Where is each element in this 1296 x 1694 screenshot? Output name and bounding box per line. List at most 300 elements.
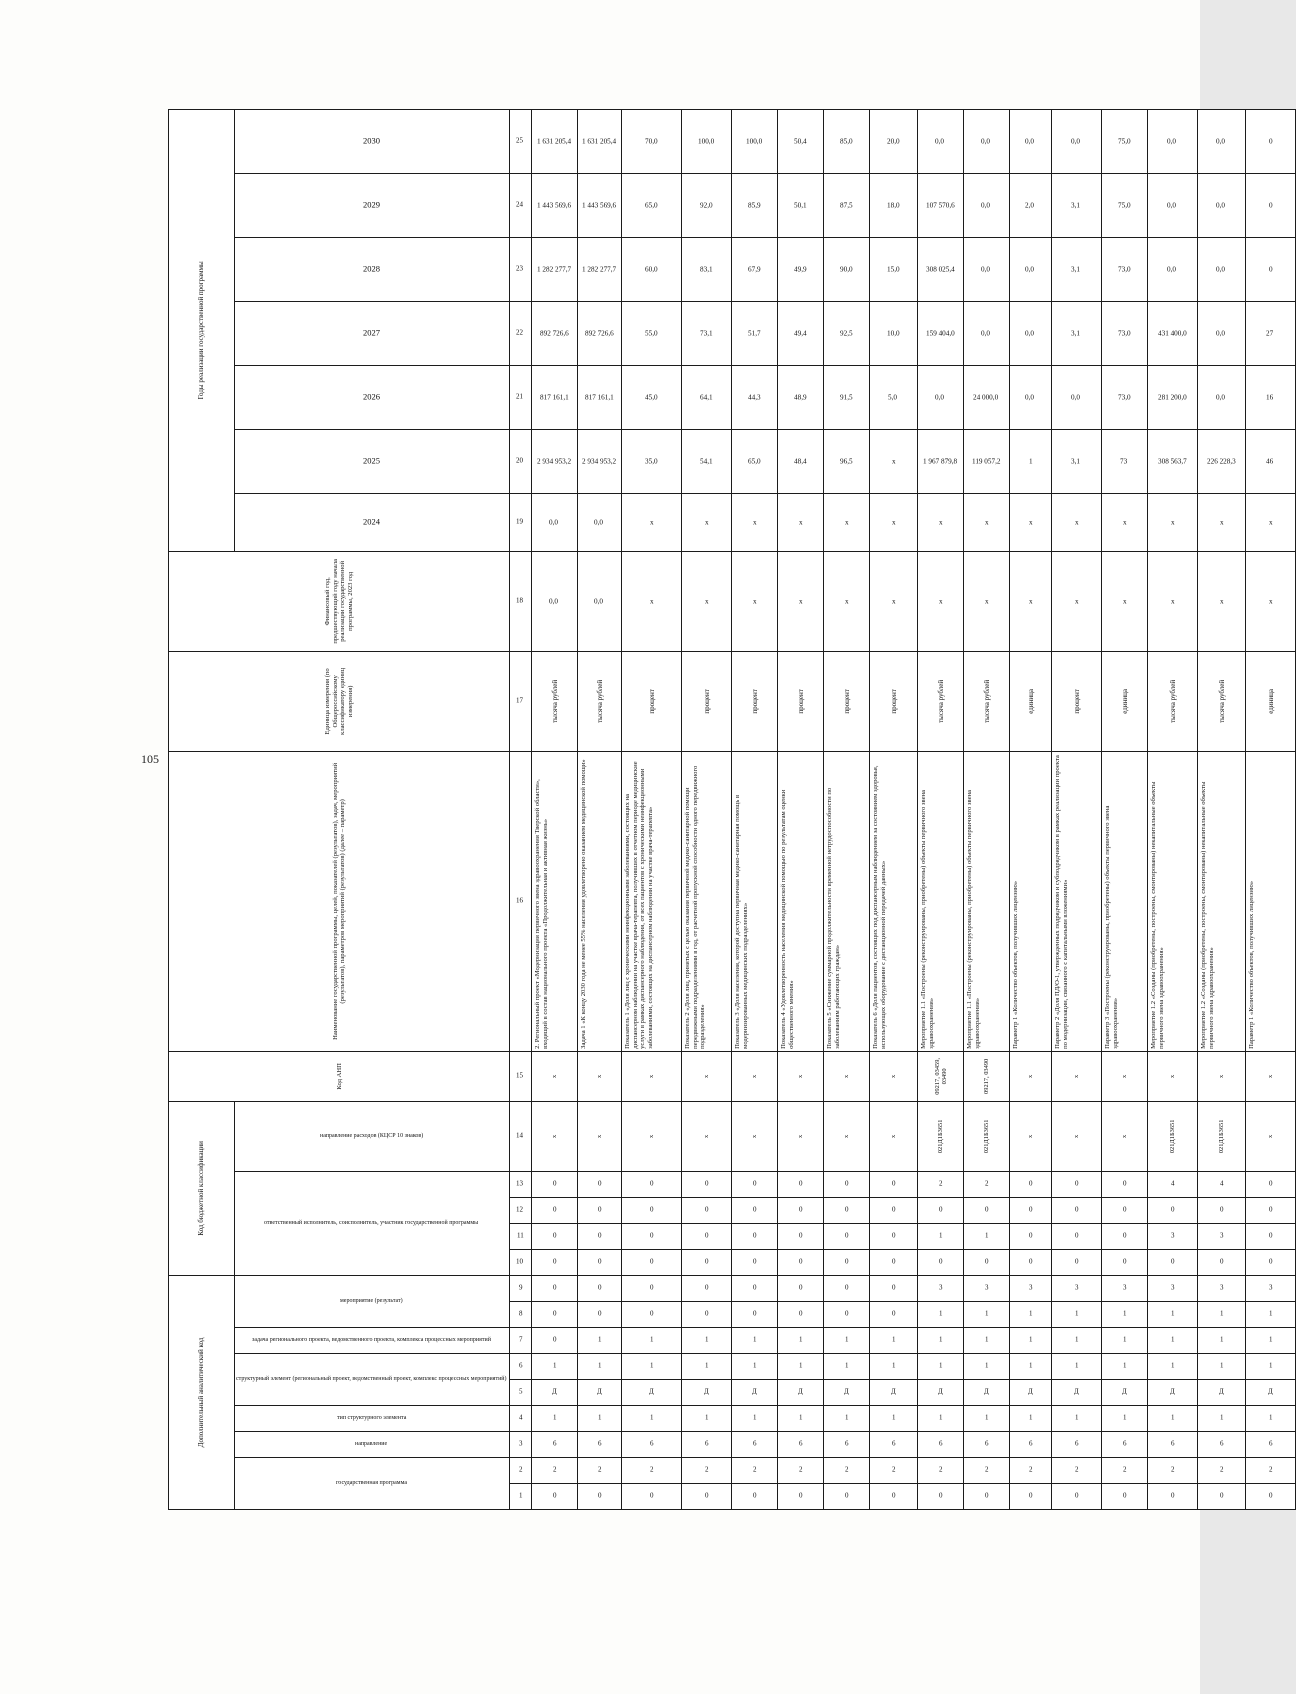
anp-code-cell: x — [622, 1051, 682, 1101]
year-header-cell: 2026 — [235, 365, 510, 429]
analytic-code-cell: Д — [1246, 1380, 1296, 1406]
analytic-code-cell: 1 — [1010, 1406, 1052, 1432]
value-cell: 3,1 — [1052, 237, 1102, 301]
value-cell: 0,0 — [1148, 173, 1198, 237]
unit-cell: процент — [682, 651, 732, 751]
analytic-code-cell: 1 — [964, 1223, 1010, 1249]
analytic-code-cell: 0 — [870, 1171, 918, 1197]
analytic-code-cell: 1 — [682, 1328, 732, 1354]
column-number-cell: 19 — [510, 493, 532, 551]
value-cell: x — [1148, 551, 1198, 651]
value-cell: 0,0 — [918, 365, 964, 429]
value-cell: 85,0 — [824, 109, 870, 173]
value-cell: 0,0 — [964, 301, 1010, 365]
value-cell: 308 563,7 — [1148, 429, 1198, 493]
value-cell: 15,0 — [870, 237, 918, 301]
expense-direction-code-cell: 021Д1Б3651 — [964, 1101, 1010, 1171]
value-cell: 48,4 — [778, 429, 824, 493]
analytic-code-cell: 1 — [1148, 1354, 1198, 1380]
analytic-code-cell: 3 — [1198, 1275, 1246, 1301]
anp-code-cell: x — [1102, 1051, 1148, 1101]
analytic-code-cell: 1 — [918, 1302, 964, 1328]
table-row — [682, 109, 732, 1509]
unit-cell: процент — [732, 651, 778, 751]
analytic-code-cell: 0 — [824, 1275, 870, 1301]
expense-direction-code-cell: x — [1052, 1101, 1102, 1171]
analytic-code-cell: 1 — [578, 1406, 622, 1432]
analytic-code-cell: 0 — [778, 1484, 824, 1510]
expense-direction-code-cell: x — [870, 1101, 918, 1171]
column-number-cell: 21 — [510, 365, 532, 429]
analytic-code-cell: 2 — [1198, 1458, 1246, 1484]
value-cell: 44,3 — [732, 365, 778, 429]
sub-header-cell: ответственный исполнитель, соисполнитель, участник государственной программы — [235, 1171, 510, 1275]
analytic-code-cell: 0 — [532, 1249, 578, 1275]
analytic-code-cell: 0 — [732, 1249, 778, 1275]
analytic-code-cell: 0 — [732, 1197, 778, 1223]
analytic-code-cell: 0 — [778, 1197, 824, 1223]
value-cell: 0 — [1246, 173, 1296, 237]
value-cell: 73 — [1102, 429, 1148, 493]
value-cell: 73,0 — [1102, 365, 1148, 429]
analytic-code-cell: 3 — [1198, 1223, 1246, 1249]
analytic-code-cell: 0 — [1246, 1484, 1296, 1510]
column-number-cell: 14 — [510, 1101, 532, 1171]
expense-direction-code-cell: x — [732, 1101, 778, 1171]
analytic-code-cell: 0 — [778, 1249, 824, 1275]
unit-cell: процент — [824, 651, 870, 751]
analytic-code-cell: 0 — [1010, 1223, 1052, 1249]
table-row — [732, 109, 778, 1509]
anp-code-cell: x — [1010, 1051, 1052, 1101]
analytic-code-cell: 0 — [1052, 1223, 1102, 1249]
value-cell: 48,9 — [778, 365, 824, 429]
value-cell: 85,9 — [732, 173, 778, 237]
analytic-code-cell: 0 — [682, 1302, 732, 1328]
analytic-code-cell: 6 — [778, 1432, 824, 1458]
analytic-code-cell: 1 — [824, 1354, 870, 1380]
value-cell: x — [778, 551, 824, 651]
value-cell: 90,0 — [824, 237, 870, 301]
analytic-code-cell: 2 — [622, 1458, 682, 1484]
table-row — [824, 109, 870, 1509]
table-row — [918, 109, 964, 1509]
value-cell: 817 161,1 — [532, 365, 578, 429]
analytic-code-cell: 0 — [918, 1484, 964, 1510]
unit-cell: процент — [1052, 651, 1102, 751]
analytic-code-cell: 1 — [870, 1328, 918, 1354]
anp-code-cell: x — [732, 1051, 778, 1101]
analytic-code-cell: 2 — [578, 1458, 622, 1484]
analytic-code-cell: 2 — [1246, 1458, 1296, 1484]
analytic-code-cell: 2 — [1010, 1458, 1052, 1484]
value-cell: 5,0 — [870, 365, 918, 429]
unit-cell: тысяча рублей — [918, 651, 964, 751]
analytic-code-cell: 0 — [532, 1197, 578, 1223]
analytic-code-cell: 1 — [824, 1406, 870, 1432]
analytic-code-cell: 3 — [1102, 1275, 1148, 1301]
analytic-code-cell: 1 — [622, 1328, 682, 1354]
value-cell: 0,0 — [1052, 365, 1102, 429]
value-cell: 92,0 — [682, 173, 732, 237]
analytic-code-cell: 1 — [1246, 1302, 1296, 1328]
value-cell: 0,0 — [532, 493, 578, 551]
value-cell: 308 025,4 — [918, 237, 964, 301]
value-cell: 0,0 — [1010, 301, 1052, 365]
analytic-code-cell: 6 — [682, 1432, 732, 1458]
value-cell: 73,1 — [682, 301, 732, 365]
value-cell: x — [824, 551, 870, 651]
sub-header-cell: структурный элемент (региональный проект, ведомственный проект, комплекс процессных мероприятий) — [235, 1354, 510, 1406]
value-cell: 49,4 — [778, 301, 824, 365]
analytic-code-cell: 4 — [1198, 1171, 1246, 1197]
column-number-cell: 7 — [510, 1328, 532, 1354]
analytic-code-cell: 2 — [918, 1458, 964, 1484]
analytic-code-cell: 0 — [622, 1197, 682, 1223]
table-row — [1010, 109, 1052, 1509]
column-number-cell: 18 — [510, 551, 532, 651]
column-number-cell: 5 — [510, 1380, 532, 1406]
analytic-code-cell: 1 — [1052, 1328, 1102, 1354]
analytic-code-cell: 0 — [1148, 1484, 1198, 1510]
analytic-code-cell: 6 — [622, 1432, 682, 1458]
value-cell: x — [1198, 551, 1246, 651]
header-row-groups — [169, 109, 235, 1509]
header-base-financial-year: Финансовый год, предшествующий году начала реализации государственной программы, 2023 год — [169, 551, 510, 651]
expense-direction-code-cell: x — [1102, 1101, 1148, 1171]
unit-cell: единица — [1102, 651, 1148, 751]
value-cell: 159 404,0 — [918, 301, 964, 365]
value-cell: x — [1052, 493, 1102, 551]
analytic-code-cell: 1 — [964, 1354, 1010, 1380]
analytic-code-cell: 1 — [964, 1406, 1010, 1432]
anp-code-cell: x — [778, 1051, 824, 1101]
analytic-code-cell: 1 — [532, 1406, 578, 1432]
analytic-code-cell: 1 — [1052, 1354, 1102, 1380]
value-cell: 0,0 — [1198, 237, 1246, 301]
value-cell: 0,0 — [578, 493, 622, 551]
value-cell: x — [682, 551, 732, 651]
value-cell: 1 631 205,4 — [532, 109, 578, 173]
anp-code-cell: x — [1198, 1051, 1246, 1101]
column-number-cell: 10 — [510, 1249, 532, 1275]
analytic-code-cell: 0 — [532, 1328, 578, 1354]
unit-cell: тысяча рублей — [1198, 651, 1246, 751]
analytic-code-cell: 0 — [824, 1197, 870, 1223]
analytic-code-cell: 1 — [1102, 1354, 1148, 1380]
value-cell: x — [1102, 493, 1148, 551]
analytic-code-cell: 0 — [682, 1223, 732, 1249]
value-cell: x — [870, 429, 918, 493]
analytic-code-cell: 6 — [532, 1432, 578, 1458]
analytic-code-cell: 6 — [870, 1432, 918, 1458]
analytic-code-cell: 0 — [732, 1302, 778, 1328]
value-cell: 1 282 277,7 — [578, 237, 622, 301]
value-cell: 75,0 — [1102, 109, 1148, 173]
analytic-code-cell: 0 — [824, 1249, 870, 1275]
analytic-code-cell: 0 — [870, 1484, 918, 1510]
analytic-code-cell: 2 — [918, 1171, 964, 1197]
analytic-code-cell: 1 — [1052, 1406, 1102, 1432]
analytic-code-cell: 1 — [964, 1328, 1010, 1354]
value-cell: 0,0 — [964, 173, 1010, 237]
analytic-code-cell: 6 — [1246, 1432, 1296, 1458]
analytic-code-cell: 0 — [732, 1223, 778, 1249]
table-row — [1148, 109, 1198, 1509]
analytic-code-cell: 0 — [622, 1171, 682, 1197]
analytic-code-cell: 0 — [778, 1302, 824, 1328]
group-header-implementation-years: Годы реализации государственной программы — [169, 109, 235, 551]
analytic-code-cell: Д — [732, 1380, 778, 1406]
value-cell: x — [870, 551, 918, 651]
value-cell: x — [1148, 493, 1198, 551]
program-table — [168, 109, 1296, 1510]
year-header-cell: 2028 — [235, 237, 510, 301]
value-cell: 46 — [1246, 429, 1296, 493]
header-anp-code: Код АНП — [169, 1051, 510, 1101]
analytic-code-cell: 3 — [1148, 1223, 1198, 1249]
analytic-code-cell: 0 — [622, 1223, 682, 1249]
analytic-code-cell: 0 — [578, 1223, 622, 1249]
name-cell: Показатель 2 «Доля лиц, принятых с целью оказания первичной медико-санитарной помощи передвижными подразделениями в год, от расчетной пропускной способности одного передвижного подразделения» — [682, 751, 732, 1051]
value-cell: 24 000,0 — [964, 365, 1010, 429]
value-cell: 60,0 — [622, 237, 682, 301]
analytic-code-cell: 6 — [918, 1432, 964, 1458]
expense-direction-code-cell: x — [824, 1101, 870, 1171]
value-cell: 3,1 — [1052, 429, 1102, 493]
value-cell: 107 570,6 — [918, 173, 964, 237]
analytic-code-cell: 0 — [682, 1171, 732, 1197]
unit-cell: процент — [622, 651, 682, 751]
analytic-code-cell: 0 — [1102, 1171, 1148, 1197]
analytic-code-cell: 0 — [1052, 1197, 1102, 1223]
value-cell: 50,1 — [778, 173, 824, 237]
analytic-code-cell: 1 — [578, 1328, 622, 1354]
analytic-code-cell: 2 — [732, 1458, 778, 1484]
expense-direction-code-cell: 021Д1Б3651 — [1198, 1101, 1246, 1171]
value-cell: x — [622, 551, 682, 651]
analytic-code-cell: 6 — [964, 1432, 1010, 1458]
analytic-code-cell: Д — [824, 1380, 870, 1406]
analytic-code-cell: 0 — [1246, 1171, 1296, 1197]
value-cell: 16 — [1246, 365, 1296, 429]
value-cell: 100,0 — [732, 109, 778, 173]
analytic-code-cell: Д — [1102, 1380, 1148, 1406]
analytic-code-cell: Д — [918, 1380, 964, 1406]
anp-code-cell: x — [1148, 1051, 1198, 1101]
value-cell: 2 934 953,2 — [578, 429, 622, 493]
value-cell: 73,0 — [1102, 301, 1148, 365]
analytic-code-cell: 2 — [778, 1458, 824, 1484]
name-cell: Показатель 4 «Удовлетворенность населения медицинской помощью по результатам оценки общественного мнения» — [778, 751, 824, 1051]
name-cell: 2. Региональный проект «Модернизация первичного звена здравоохранения Тверской области», входящий в состав национального проекта «Продолжительная и активная жизнь» — [532, 751, 578, 1051]
value-cell: x — [918, 551, 964, 651]
analytic-code-cell: 0 — [1246, 1197, 1296, 1223]
analytic-code-cell: 0 — [622, 1275, 682, 1301]
column-number-cell: 13 — [510, 1171, 532, 1197]
analytic-code-cell: 1 — [1148, 1302, 1198, 1328]
analytic-code-cell: 4 — [1148, 1171, 1198, 1197]
sub-header-cell: направление — [235, 1432, 510, 1458]
anp-code-cell: x — [532, 1051, 578, 1101]
column-number-cell: 22 — [510, 301, 532, 365]
value-cell: 0,0 — [1198, 109, 1246, 173]
sub-header-cell: государственная программа — [235, 1458, 510, 1510]
value-cell: 45,0 — [622, 365, 682, 429]
analytic-code-cell: 1 — [1102, 1328, 1148, 1354]
analytic-code-cell: 3 — [1052, 1275, 1102, 1301]
value-cell: 96,5 — [824, 429, 870, 493]
analytic-code-cell: 1 — [578, 1354, 622, 1380]
value-cell: 1 967 879,8 — [918, 429, 964, 493]
unit-cell: тысяча рублей — [1148, 651, 1198, 751]
value-cell: x — [732, 493, 778, 551]
analytic-code-cell: 0 — [918, 1197, 964, 1223]
value-cell: 1 443 569,6 — [532, 173, 578, 237]
value-cell: 1 443 569,6 — [578, 173, 622, 237]
value-cell: x — [1246, 551, 1296, 651]
analytic-code-cell: 1 — [918, 1406, 964, 1432]
year-header-cell: 2030 — [235, 109, 510, 173]
value-cell: 2 934 953,2 — [532, 429, 578, 493]
value-cell: x — [824, 493, 870, 551]
analytic-code-cell: 0 — [870, 1275, 918, 1301]
column-number-cell: 9 — [510, 1275, 532, 1301]
analytic-code-cell: 1 — [1010, 1354, 1052, 1380]
analytic-code-cell: 0 — [1148, 1249, 1198, 1275]
analytic-code-cell: 0 — [532, 1302, 578, 1328]
value-cell: 65,0 — [622, 173, 682, 237]
value-cell: 0,0 — [1198, 173, 1246, 237]
header-name-column: Наименование государственной программы, целей, показателей (результатов), задач, мероприятий (результатов), параметров мероприятий (результатов) (далее – параметр) — [169, 751, 510, 1051]
analytic-code-cell: 0 — [1010, 1249, 1052, 1275]
expense-direction-code-cell: 021Д1Б3651 — [918, 1101, 964, 1171]
expense-direction-code-cell: x — [532, 1101, 578, 1171]
value-cell: 431 400,0 — [1148, 301, 1198, 365]
analytic-code-cell: 0 — [870, 1197, 918, 1223]
value-cell: x — [870, 493, 918, 551]
value-cell: 49,9 — [778, 237, 824, 301]
anp-code-cell: x — [1052, 1051, 1102, 1101]
analytic-code-cell: 1 — [1052, 1302, 1102, 1328]
analytic-code-cell: 6 — [1198, 1432, 1246, 1458]
analytic-code-cell: 6 — [824, 1432, 870, 1458]
table-row — [964, 109, 1010, 1509]
value-cell: 65,0 — [732, 429, 778, 493]
analytic-code-cell: 3 — [918, 1275, 964, 1301]
analytic-code-cell: 0 — [732, 1171, 778, 1197]
analytic-code-cell: 1 — [1246, 1328, 1296, 1354]
value-cell: 0,0 — [1052, 109, 1102, 173]
value-cell: 54,1 — [682, 429, 732, 493]
value-cell: 0,0 — [964, 109, 1010, 173]
analytic-code-cell: 0 — [824, 1484, 870, 1510]
table-row — [870, 109, 918, 1509]
analytic-code-cell: 0 — [1198, 1197, 1246, 1223]
analytic-code-cell: 0 — [622, 1302, 682, 1328]
analytic-code-cell: 1 — [532, 1354, 578, 1380]
value-cell: 892 726,6 — [578, 301, 622, 365]
value-cell: 92,5 — [824, 301, 870, 365]
analytic-code-cell: Д — [1010, 1380, 1052, 1406]
column-number-cell: 3 — [510, 1432, 532, 1458]
analytic-code-cell: 0 — [1198, 1249, 1246, 1275]
value-cell: 0,0 — [1148, 237, 1198, 301]
analytic-code-cell: 0 — [778, 1171, 824, 1197]
analytic-code-cell: 0 — [918, 1249, 964, 1275]
table-row — [1198, 109, 1246, 1509]
unit-cell: единица — [1246, 651, 1296, 751]
name-cell: Мероприятие 1.2 «Созданы (приобретены, построены, смонтированы) некапитальные объекты первичного звена здравоохранения» — [1198, 751, 1246, 1051]
value-cell: 87,5 — [824, 173, 870, 237]
value-cell: 64,1 — [682, 365, 732, 429]
value-cell: 0,0 — [1010, 365, 1052, 429]
year-header-cell: 2027 — [235, 301, 510, 365]
analytic-code-cell: Д — [1052, 1380, 1102, 1406]
analytic-code-cell: 1 — [870, 1354, 918, 1380]
name-cell: Параметр 1 «Количество объектов, получивших лицензию» — [1010, 751, 1052, 1051]
analytic-code-cell: Д — [1198, 1380, 1246, 1406]
value-cell: 55,0 — [622, 301, 682, 365]
value-cell: 0,0 — [964, 237, 1010, 301]
value-cell: 0,0 — [578, 551, 622, 651]
analytic-code-cell: 0 — [578, 1249, 622, 1275]
name-cell: Параметр 2 «Доля ПД/О-1, утвержденных подрядчиком и субподрядчиком в рамках реализации проекта по модернизации, связанного с капитальными вложениями» — [1052, 751, 1102, 1051]
value-cell: x — [682, 493, 732, 551]
value-cell: 0,0 — [1010, 109, 1052, 173]
analytic-code-cell: 0 — [1010, 1197, 1052, 1223]
value-cell: 73,0 — [1102, 237, 1148, 301]
analytic-code-cell: 1 — [1102, 1302, 1148, 1328]
analytic-code-cell: Д — [1148, 1380, 1198, 1406]
analytic-code-cell: 0 — [532, 1223, 578, 1249]
analytic-code-cell: Д — [870, 1380, 918, 1406]
analytic-code-cell: 0 — [1246, 1223, 1296, 1249]
analytic-code-cell: 0 — [682, 1197, 732, 1223]
value-cell: 0,0 — [1148, 109, 1198, 173]
analytic-code-cell: 0 — [1102, 1484, 1148, 1510]
unit-cell: единица — [1010, 651, 1052, 751]
value-cell: 3,1 — [1052, 301, 1102, 365]
unit-cell: тысяча рублей — [964, 651, 1010, 751]
column-numbering-row — [510, 109, 532, 1509]
analytic-code-cell: 0 — [964, 1197, 1010, 1223]
analytic-code-cell: 6 — [732, 1432, 778, 1458]
value-cell: x — [1052, 551, 1102, 651]
rotated-table-wrapper — [168, 110, 1275, 1510]
analytic-code-cell: Д — [578, 1380, 622, 1406]
analytic-code-cell: 0 — [578, 1275, 622, 1301]
analytic-code-cell: 0 — [824, 1223, 870, 1249]
year-header-cell: 2029 — [235, 173, 510, 237]
name-cell: Мероприятие 1.1 «Построены (реконструированы, приобретены) объекты первичного звена здравоохранения» — [964, 751, 1010, 1051]
analytic-code-cell: 0 — [1102, 1249, 1148, 1275]
value-cell: 91,5 — [824, 365, 870, 429]
anp-code-cell: 09217, 03490 — [964, 1051, 1010, 1101]
value-cell: x — [1246, 493, 1296, 551]
analytic-code-cell: 2 — [1148, 1458, 1198, 1484]
table-row — [532, 109, 578, 1509]
value-cell: 3,1 — [1052, 173, 1102, 237]
column-number-cell: 15 — [510, 1051, 532, 1101]
column-number-cell: 23 — [510, 237, 532, 301]
analytic-code-cell: Д — [532, 1380, 578, 1406]
analytic-code-cell: 1 — [918, 1354, 964, 1380]
value-cell: 50,4 — [778, 109, 824, 173]
analytic-code-cell: 1 — [1198, 1354, 1246, 1380]
analytic-code-cell: 6 — [578, 1432, 622, 1458]
anp-code-cell: x — [682, 1051, 732, 1101]
